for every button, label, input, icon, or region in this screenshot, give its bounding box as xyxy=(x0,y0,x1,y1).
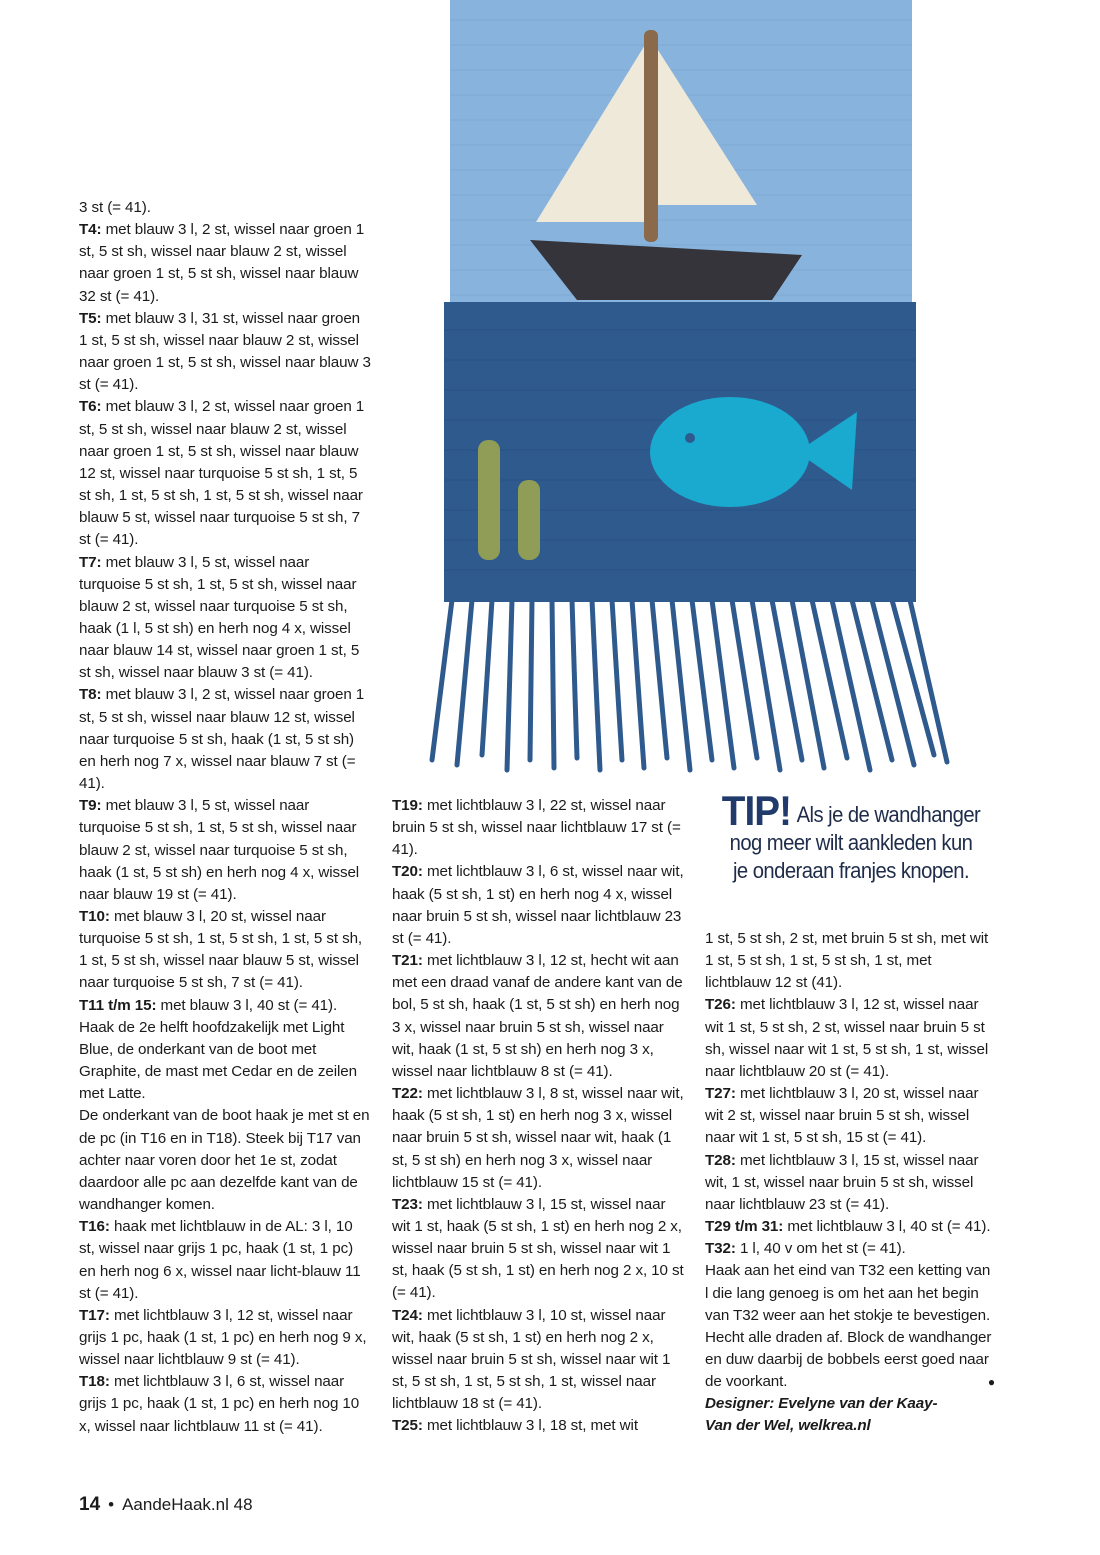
row-label: T5: xyxy=(79,309,102,327)
instruction-paragraph xyxy=(79,308,371,397)
row-label: T9: xyxy=(79,797,102,815)
instruction-paragraph xyxy=(392,1194,684,1305)
row-text: met lichtblauw 3 l, 8 st, wissel naar wit, haak (5 st sh, 1 st) en herh nog 3 x, wissel naar bruin 5 st sh, wissel naar wit, haak (1 st, 5 st sh) en herh nog 3 x, wissel naar lichtblauw 15 st (= 41). xyxy=(392,1085,684,1191)
row-text: 3 st (= 41). xyxy=(79,199,151,216)
row-label: T24: xyxy=(392,1306,423,1324)
instruction-paragraph xyxy=(392,795,684,861)
col3-body xyxy=(705,928,997,1393)
instruction-paragraph xyxy=(392,861,684,950)
instruction-paragraph xyxy=(392,1415,684,1437)
row-text: Haak aan het eind van T32 een ketting van l die lang genoeg is om het aan het begin van T32 weer aan het stokje te bevestigen. Hecht alle draden af. Block de wandhanger en duw daarbij de bobbels eerst goed naar de voorkant. xyxy=(705,1262,992,1391)
row-text: haak met lichtblauw in de AL: 3 l, 10 st, wissel naar grijs 1 pc, haak (1 st, 1 pc) en herh nog 6 x, wissel naar licht-blauw 11 st (= 41). xyxy=(79,1218,361,1302)
tip-line-3: je onderaan franjes knopen. xyxy=(732,858,970,883)
end-mark: ● xyxy=(987,1375,995,1390)
instruction-paragraph xyxy=(79,1216,371,1305)
row-label: T11 t/m 15: xyxy=(79,996,157,1014)
instruction-paragraph xyxy=(79,1371,371,1437)
instruction-paragraph xyxy=(79,396,371,551)
instruction-paragraph xyxy=(705,928,997,994)
instruction-paragraph xyxy=(79,552,371,685)
instruction-paragraph xyxy=(79,1105,371,1216)
instruction-paragraph xyxy=(79,197,371,219)
page-footer xyxy=(79,1494,253,1516)
row-label: T28: xyxy=(705,1151,736,1169)
row-label: T7: xyxy=(79,553,102,571)
row-label: T10: xyxy=(79,908,110,925)
row-label: T26: xyxy=(705,996,736,1014)
instruction-paragraph xyxy=(392,950,684,1083)
row-text: met lichtblauw 3 l, 15 st, wissel naar wit 1 st, haak (5 st sh, 1 st) en herh nog 2 x, wissel naar bruin 5 st sh, wissel naar wit 1 st, haak (5 st sh, 1 st) en herh nog 2 x, 10 st (= 41). xyxy=(392,1195,684,1302)
tip-line-2: nog meer wilt aankleden kun xyxy=(729,830,973,855)
instruction-paragraph xyxy=(705,994,997,1083)
row-text: met blauw 3 l, 20 st, wissel naar turquoise 5 st sh, 1 st, 5 st sh, 1 st, 5 st sh, 1 st, 5 st sh, wissel naar blauw 5 st, wissel naar turquoise 5 st sh, 7 st (= 41). xyxy=(79,908,363,992)
instruction-paragraph xyxy=(705,1238,997,1260)
row-text: met lichtblauw 3 l, 12 st, wissel naar grijs 1 pc, haak (1 st, 1 pc) en herh nog 9 x, wissel naar lichtblauw 9 st (= 41). xyxy=(79,1306,367,1369)
row-label: T22: xyxy=(392,1085,423,1103)
row-text: met blauw 3 l, 2 st, wissel naar groen 1 st, 5 st sh, wissel naar blauw 12 st, wissel naar turquoise 5 st sh, haak (1 st, 5 st sh) en herh nog 7 x, wissel naar blauw 7 st (= 41). xyxy=(79,686,365,793)
instructions-column-1 xyxy=(79,197,371,1438)
instruction-paragraph xyxy=(79,684,371,795)
instruction-paragraph xyxy=(392,1083,684,1194)
row-text: met lichtblauw 3 l, 22 st, wissel naar bruin 5 st sh, wissel naar lichtblauw 17 st (= 41). xyxy=(392,797,681,859)
wall-hanging-photo xyxy=(412,0,952,775)
instruction-paragraph xyxy=(79,995,371,1017)
row-label: T6: xyxy=(79,398,102,416)
instruction-paragraph xyxy=(79,1017,371,1106)
row-text: met blauw 3 l, 5 st, wissel naar turquoise 5 st sh, 1 st, 5 st sh, wissel naar blauw 2 st, wissel naar turquoise 5 st sh, haak (1 l, 5 st sh) en herh nog 4 x, wissel naar blauw 14 st, wissel naar groen 1 st, 5 st sh, wissel naar blauw 3 st (= 41). xyxy=(79,553,360,682)
row-label: T23: xyxy=(392,1195,423,1213)
row-text: 1 st, 5 st sh, 2 st, met bruin 5 st sh, met wit 1 st, 5 st sh, 1 st, 5 st sh, 1 st, met lichtblauw 12 st (41). xyxy=(705,930,989,992)
row-label: T25: xyxy=(392,1417,423,1435)
row-text: Haak de 2e helft hoofdzakelijk met Light Blue, de onderkant van de boot met Graphite, de mast met Cedar en de zeilen met Latte. xyxy=(79,1018,357,1103)
row-label: T17: xyxy=(79,1306,110,1324)
footer-separator: • xyxy=(108,1495,115,1514)
page-number: 14 xyxy=(79,1494,101,1515)
row-label: T21: xyxy=(392,952,423,970)
row-text: 1 l, 40 v om het st (= 41). xyxy=(735,1240,906,1258)
fringe xyxy=(432,600,947,770)
row-text: De onderkant van de boot haak je met st en de pc (in T16 en in T18). Steek bij T17 van achter naar voren door het 1e st, zodat daardoor alle pc aan dezelfde kant van de wandhanger komen. xyxy=(79,1107,370,1214)
instruction-paragraph xyxy=(705,1216,997,1238)
row-text: met blauw 3 l, 5 st, wissel naar turquoise 5 st sh, 1 st, 5 st sh, wissel naar blauw 2 st, wissel naar turquoise 5 st sh, haak (1 st, 5 st sh) en herh nog 4 x, wissel naar blauw 19 st (= 41). xyxy=(79,797,360,903)
instruction-paragraph xyxy=(79,1305,371,1371)
instruction-paragraph xyxy=(705,1150,997,1216)
row-text: met blauw 3 l, 31 st, wissel naar groen 1 st, 5 st sh, wissel naar blauw 2 st, wissel naar groen 1 st, 5 st sh, wissel naar blauw 3 st (= 41). xyxy=(79,309,371,394)
instructions-column-3 xyxy=(705,928,997,1438)
row-label: T29 t/m 31: xyxy=(705,1218,784,1236)
row-text: met lichtblauw 3 l, 12 st, hecht wit aan met een draad vanaf de andere kant van de bol, 5 st sh, haak (1 st, 5 st sh) en herh nog 3 x, wissel naar bruin 5 st sh, wissel naar wit, haak (1 st, 5 st sh) en herh nog 3 x, wissel naar lichtblauw 8 st (= 41). xyxy=(392,952,683,1080)
tip-heading: TIP! xyxy=(721,787,792,834)
row-text: met lichtblauw 3 l, 6 st, wissel naar wit, haak (5 st sh, 1 st) en herh nog 4 x, wissel naar bruin 5 st sh, wissel naar lichtblauw 23 st (= 41). xyxy=(392,863,684,947)
row-label: T27: xyxy=(705,1085,736,1103)
instructions-column-2 xyxy=(392,795,684,1438)
row-label: T8: xyxy=(79,686,102,704)
designer-credit: Designer: Evelyne van der Kaay- ● Van der Wel, welkrea.nl xyxy=(705,1393,997,1437)
row-text: met lichtblauw 3 l, 20 st, wissel naar wit 2 st, wissel naar bruin 5 st sh, wissel naar wit 1 st, 5 st sh, 15 st (= 41). xyxy=(705,1085,979,1147)
row-text: met lichtblauw 3 l, 18 st, met wit xyxy=(422,1417,638,1435)
instruction-paragraph xyxy=(705,1083,997,1149)
row-text: met lichtblauw 3 l, 12 st, wissel naar wit 1 st, 5 st sh, 2 st, wissel naar bruin 5 st sh, wissel naar wit 1 st, 5 st sh, 1 st, wissel naar lichtblauw 20 st (= 41). xyxy=(705,996,989,1080)
row-text: met lichtblauw 3 l, 10 st, wissel naar wit, haak (5 st sh, 1 st) en herh nog 2 x, wissel naar bruin 5 st sh, wissel naar wit 1 st, 5 st sh, 1 st, 5 st sh, 1 st, wissel naar lichtblauw 18 st (= 41). xyxy=(392,1306,671,1413)
row-label: T18: xyxy=(79,1373,110,1391)
mast xyxy=(644,30,658,242)
instruction-paragraph xyxy=(79,219,371,308)
row-text: met blauw 3 l, 2 st, wissel naar groen 1 st, 5 st sh, wissel naar blauw 2 st, wissel naar groen 1 st, 5 st sh, wissel naar blauw 12 st, wissel naar turquoise 5 st sh, 1 st, 5 st sh, 1 st, 5 st sh, 1 st, 5 st sh, wissel naar blauw 5 st, wissel naar turquoise 5 st sh, 7 st (= 41). xyxy=(79,398,365,549)
row-label: T4: xyxy=(79,221,102,239)
row-label: T32: xyxy=(705,1240,736,1258)
instruction-paragraph xyxy=(79,795,371,906)
row-label: T20: xyxy=(392,863,423,881)
row-text: met lichtblauw 3 l, 15 st, wissel naar wit, 1 st, wissel naar bruin 5 st sh, wissel naar lichtblauw 23 st (= 41). xyxy=(705,1151,979,1213)
row-label: T19: xyxy=(392,797,423,814)
row-label: T16: xyxy=(79,1218,110,1236)
instruction-paragraph xyxy=(79,906,371,995)
row-text: met blauw 3 l, 40 st (= 41). xyxy=(156,996,338,1014)
row-text: met lichtblauw 3 l, 6 st, wissel naar grijs 1 pc, haak (1 st, 1 pc) en herh nog 10 x, wissel naar lichtblauw 11 st (= 41). xyxy=(79,1373,360,1435)
instruction-paragraph xyxy=(705,1260,997,1393)
tip-box xyxy=(706,787,996,885)
tip-line-1: TIP! Als je de wandhanger xyxy=(721,787,981,834)
row-text: met blauw 3 l, 2 st, wissel naar groen 1 st, 5 st sh, wissel naar blauw 2 st, wissel naar groen 1 st, 5 st sh, wissel naar blauw 32 st (= 41). xyxy=(79,221,365,305)
row-text: met lichtblauw 3 l, 40 st (= 41). xyxy=(783,1218,991,1236)
instruction-paragraph xyxy=(392,1305,684,1416)
publication-name: AandeHaak.nl 48 xyxy=(122,1495,253,1514)
